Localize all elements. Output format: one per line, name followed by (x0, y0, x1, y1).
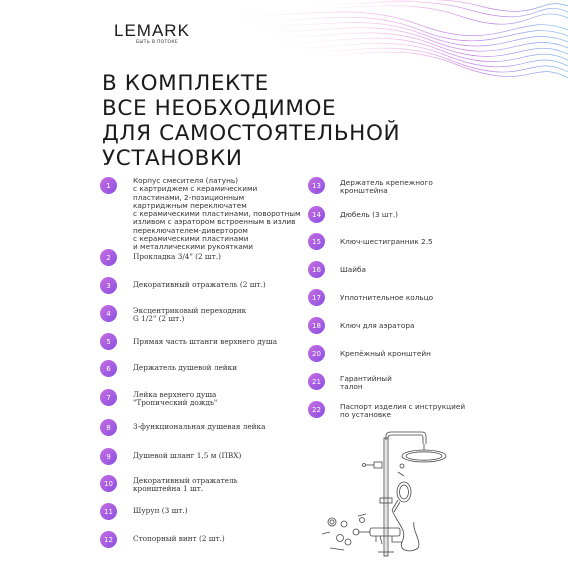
list-item (100, 448, 241, 465)
item-number-badge: 4 (100, 305, 117, 322)
item-number-badge: 3 (100, 277, 117, 294)
list-item (308, 177, 433, 196)
item-number-badge: 20 (308, 345, 325, 362)
shower-system-diagram (318, 430, 458, 565)
item-number-badge: 10 (100, 475, 117, 492)
item-number-badge: 1 (100, 177, 117, 194)
list-item (100, 503, 188, 520)
item-number-badge: 17 (308, 289, 325, 306)
item-number-badge: 16 (308, 261, 325, 278)
item-text: Крепёжный кронштейн (340, 349, 431, 358)
item-text: Гарантийный талон (340, 374, 392, 392)
list-item (100, 277, 266, 294)
item-number-badge: 11 (100, 503, 117, 520)
item-text: Прямая часть штанги верхнего душа (133, 337, 278, 346)
item-text: Декоративный отражатель кронштейна 1 шт. (133, 476, 238, 494)
list-item (308, 373, 392, 392)
list-item (100, 177, 301, 252)
item-number-badge: 18 (308, 317, 325, 334)
item-text: Декоративный отражатель (2 шт.) (133, 280, 266, 289)
list-item (308, 317, 414, 334)
page-title (102, 71, 400, 171)
list-item (308, 233, 433, 250)
list-item (100, 360, 237, 377)
item-text: Уплотнительное кольцо (340, 293, 434, 302)
title-line: В КОМПЛЕКТЕ (102, 71, 269, 96)
item-text: Ключ-шестигранник 2.5 (340, 237, 433, 246)
item-number-badge: 7 (100, 389, 117, 406)
item-text: Корпус смесителя (латунь) с картриджем с керамическими пластинами, 2-позиционным картриджным переключатем с керамическими пластинами, поворотным изливом с аэратором встроенным в излив переключателем-дивертором с керамическими пластинами и металлическими рукоятками (133, 176, 301, 252)
item-text: Паспорт изделия с инструкцией по установке (340, 402, 466, 420)
list-item (308, 289, 433, 306)
list-item (308, 261, 366, 278)
title-line: ДЛЯ САМОСТОЯТЕЛЬНОЙ (102, 121, 401, 146)
item-number-badge: 22 (308, 401, 325, 418)
item-text: Стопорный винт (2 шт.) (133, 534, 225, 543)
item-text: 3-функциональная душевая лейка (133, 422, 266, 431)
item-text: Ключ для аэратора (340, 321, 415, 330)
title-line: УСТАНОВКИ (102, 146, 243, 171)
list-item (308, 206, 398, 223)
item-text: Держатель крепежного кронштейна (340, 178, 433, 196)
list-item (100, 419, 265, 436)
brand-name: LEMARK (114, 21, 190, 40)
list-item (100, 333, 277, 350)
brand-tagline: БЫТЬ В ПОТОКЕ (136, 40, 178, 45)
list-item (308, 345, 431, 362)
item-text: Шайба (340, 265, 366, 274)
list-item (100, 305, 246, 324)
list-item (100, 389, 217, 408)
item-number-badge: 21 (308, 373, 325, 390)
list-item (100, 249, 221, 266)
item-text: Шуруп (3 шт.) (133, 506, 188, 515)
item-text: Прокладка 3/4" (2 шт.) (133, 252, 221, 261)
item-number-badge: 8 (100, 419, 117, 436)
item-text: Дюбель (3 шт.) (340, 210, 399, 219)
item-text: Лейка верхнего душа "Тропический дождь" (133, 390, 218, 408)
list-item (100, 475, 238, 494)
item-number-badge: 9 (100, 448, 117, 465)
item-number-badge: 15 (308, 233, 325, 250)
item-number-badge: 12 (100, 531, 117, 548)
item-number-badge: 14 (308, 206, 325, 223)
item-number-badge: 5 (100, 333, 117, 350)
brand-logo (114, 22, 190, 45)
item-text: Душевой шланг 1,5 м (ПВХ) (133, 451, 242, 460)
list-item (308, 401, 465, 420)
item-text: Держатель душевой лейки (133, 363, 238, 372)
item-number-badge: 13 (308, 177, 325, 194)
item-number-badge: 6 (100, 360, 117, 377)
item-number-badge: 2 (100, 249, 117, 266)
list-item (100, 531, 225, 548)
item-text: Эксцентриковый переходник G 1/2" (2 шт.) (133, 306, 247, 324)
title-line: ВСЕ НЕОБХОДИМОЕ (102, 96, 337, 121)
